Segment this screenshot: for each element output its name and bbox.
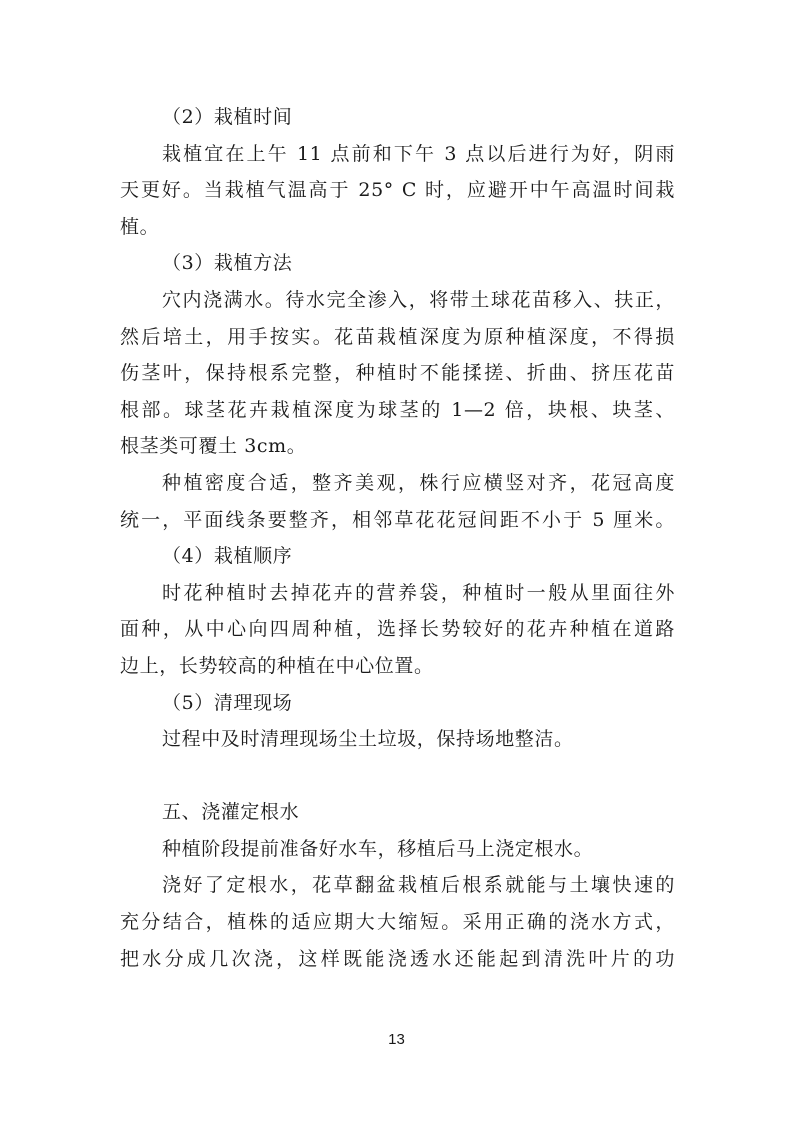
page-number: 13 — [388, 1031, 405, 1048]
subheading-site-cleanup: （5）清理现场 — [162, 691, 293, 714]
paragraph-line: 边上，长势较高的种植在中心位置。 — [120, 654, 434, 677]
paragraph-line: 充分结合，植株的适应期大大缩短。采用正确的浇水方式， — [120, 911, 675, 934]
paragraph-line: 时花种植时去掉花卉的营养袋，种植时一般从里面往外 — [162, 581, 675, 604]
paragraph-line: 种植阶段提前准备好水车，移植后马上浇定根水。 — [162, 837, 594, 860]
paragraph-line: 栽植宜在上午 11 点前和下午 3 点以后进行为好，阴雨 — [162, 142, 675, 165]
paragraph-line: 过程中及时清理现场尘土垃圾，保持场地整洁。 — [162, 728, 574, 751]
body-text — [120, 99, 675, 977]
paragraph-line: 然后培土，用手按实。花苗栽植深度为原种植深度，不得损 — [120, 325, 675, 348]
subheading-planting-method: （3）栽植方法 — [162, 252, 293, 275]
blank-line — [120, 758, 675, 795]
paragraph-line: 根茎类可覆土 3cm。 — [120, 435, 307, 458]
paragraph-line: 植。 — [120, 215, 160, 238]
paragraph-line: 统一，平面线条要整齐，相邻草花花冠间距不小于 5 厘米。 — [120, 508, 675, 531]
section-heading-watering: 五、浇灌定根水 — [162, 801, 300, 824]
paragraph-line: 伤茎叶，保持根系完整，种植时不能揉搓、折曲、挤压花苗 — [120, 362, 675, 385]
paragraph-line: 天更好。当栽植气温高于 25° C 时，应避开中午高温时间栽 — [120, 179, 675, 202]
paragraph-line: 面种，从中心向四周种植，选择长势较好的花卉种植在道路 — [120, 618, 675, 641]
paragraph-line: 浇好了定根水，花草翻盆栽植后根系就能与土壤快速的 — [162, 874, 675, 897]
paragraph-line: 种植密度合适，整齐美观，株行应横竖对齐，花冠高度 — [162, 471, 675, 494]
subheading-planting-time: （2）栽植时间 — [162, 106, 293, 128]
paragraph-line: 把水分成几次浇，这样既能浇透水还能起到清洗叶片的功 — [120, 947, 675, 970]
paragraph-line: 穴内浇满水。待水完全渗入，将带土球花苗移入、扶正， — [162, 288, 675, 311]
paragraph-line: 根部。球茎花卉栽植深度为球茎的 1—2 倍，块根、块茎、 — [120, 398, 675, 421]
subheading-planting-order: （4）栽植顺序 — [162, 545, 293, 568]
